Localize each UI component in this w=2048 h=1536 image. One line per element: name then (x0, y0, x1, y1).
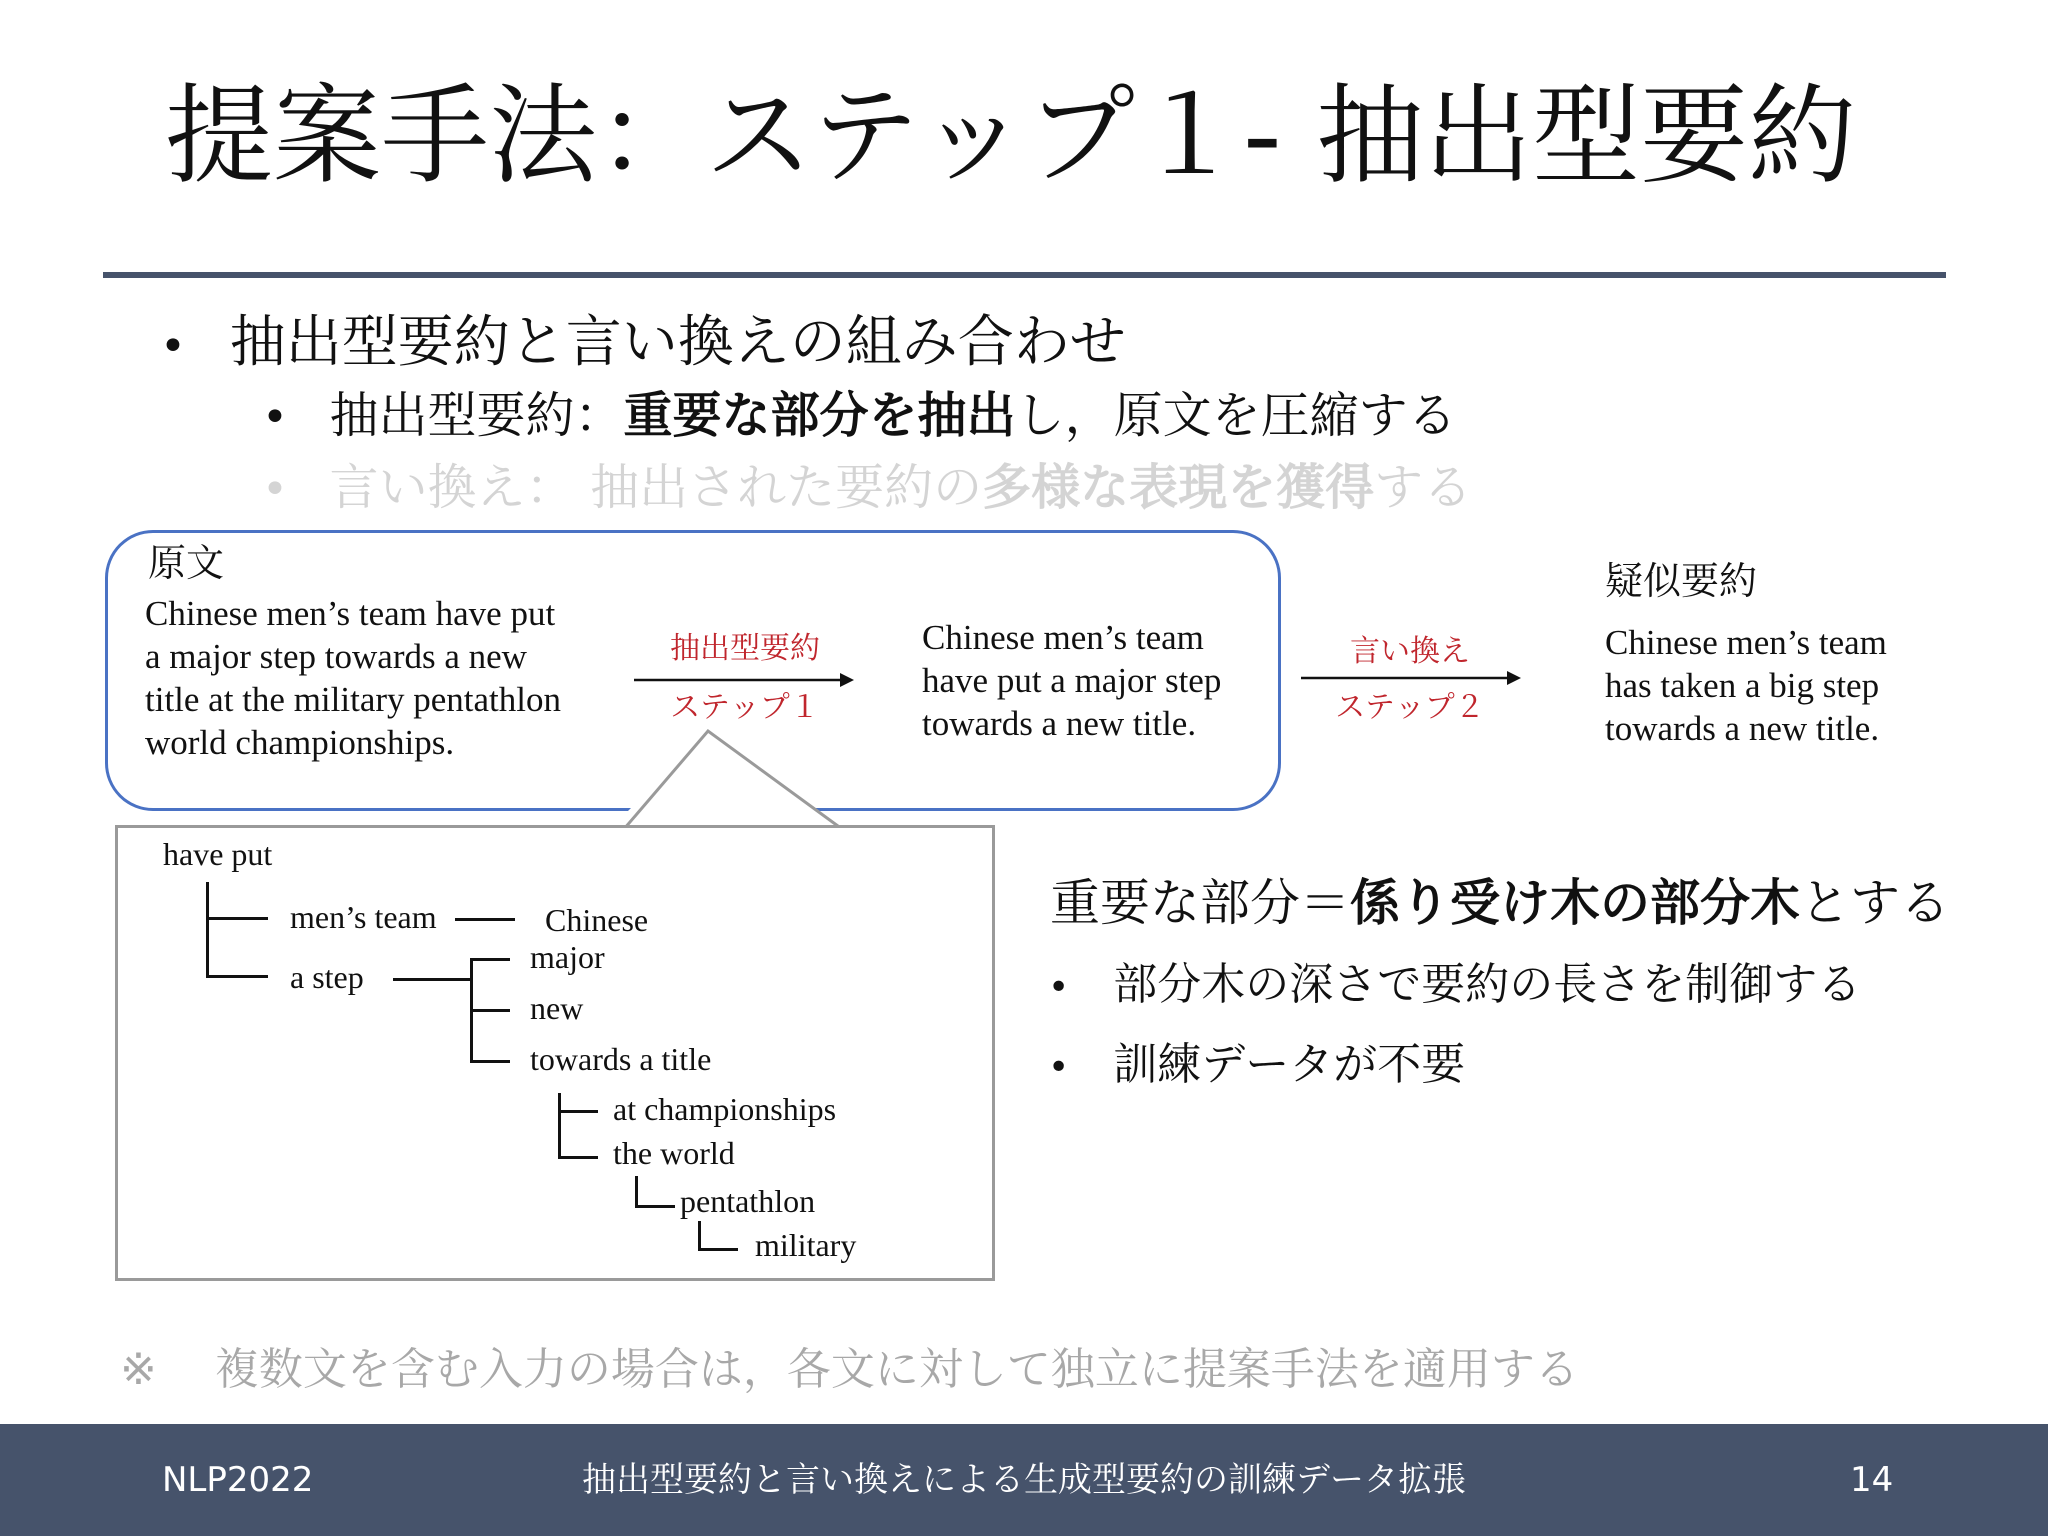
bullet-glyph: • (262, 392, 288, 443)
tree-node-mens-team: men’s team (290, 899, 437, 935)
tree-node-military: military (755, 1227, 857, 1263)
bullet-prefix: 抽出型要約： (329, 387, 624, 444)
subtree-heading (1050, 870, 1950, 936)
note-mark: ※ (120, 1344, 157, 1395)
callout-pointer (610, 725, 870, 833)
pseudo-line: Chinese men’s team (1605, 623, 1887, 662)
footer-title: 抽出型要約と言い換えによる生成型要約の訓練データ拡張 (582, 1460, 1466, 1500)
footer-conference: NLP2022 (162, 1460, 314, 1500)
tree-edge (470, 1060, 510, 1063)
pseudo-label: 疑似要約 (1605, 559, 1758, 603)
tree-node-pentathlon: pentathlon (680, 1183, 816, 1219)
slide-title: 提案手法：ステップ１- 抽出型要約 (165, 74, 1857, 199)
bullet-bold: 多様な表現を獲得 (982, 459, 1375, 516)
tree-edge (393, 978, 473, 981)
tree-node-root: have put (163, 836, 273, 872)
heading-suffix: とする (1800, 874, 1950, 932)
arrow2-bottom-label: ステップ２ (1335, 690, 1485, 725)
tree-node-major: major (530, 939, 605, 975)
tree-node-towards: towards a title (530, 1041, 712, 1077)
title-divider (103, 272, 1946, 278)
source-line: world championships. (145, 723, 455, 762)
source-line: a major step towards a new (145, 637, 527, 676)
bullet-level1 (160, 308, 1126, 382)
bullet-glyph: • (160, 321, 186, 372)
right-bullet-2 (1048, 1035, 1465, 1098)
bullet-glyph: • (1048, 1047, 1070, 1088)
source-text (145, 592, 561, 764)
pseudo-line: has taken a big step (1605, 666, 1880, 705)
tree-edge (455, 918, 515, 921)
tree-node-the-world: the world (613, 1135, 735, 1171)
arrow1-top-label: 抽出型要約 (670, 631, 820, 666)
tree-edge (558, 1156, 598, 1159)
source-label: 原文 (148, 541, 225, 585)
source-line: title at the military pentathlon (145, 680, 562, 719)
note-text: 複数文を含む入力の場合は，各文に対して独立に提案手法を適用する (214, 1344, 1579, 1395)
right-bullet-text: 部分木の深さで要約の長さを制御する (1113, 959, 1862, 1010)
heading-prefix: 重要な部分＝ (1050, 874, 1350, 932)
bullet-suffix: し，原文を圧縮する (1015, 387, 1457, 444)
heading-bold: 係り受け木の部分木 (1350, 874, 1800, 932)
tree-node-a-step: a step (290, 959, 364, 995)
tree-edge (206, 975, 268, 978)
tree-node-chinese: Chinese (545, 902, 649, 938)
tree-edge (470, 958, 510, 961)
tree-edge (635, 1205, 675, 1208)
right-bullet-1 (1048, 955, 1861, 1018)
pseudo-text (1605, 621, 1887, 750)
bullet-level2-extractive (262, 383, 1457, 451)
tree-edge (558, 1110, 598, 1113)
footnote (120, 1340, 1579, 1400)
bullet-suffix: する (1374, 459, 1473, 516)
extracted-line: have put a major step (922, 661, 1222, 700)
bullet-glyph: • (1048, 967, 1070, 1008)
tree-edge (635, 1176, 638, 1207)
pseudo-line: towards a new title. (1605, 709, 1880, 748)
footer-bar (0, 1424, 2048, 1536)
tree-edge (206, 882, 209, 977)
tree-edge (206, 917, 268, 920)
arrow2 (1299, 666, 1524, 690)
bullet-level2-paraphrase (262, 455, 1472, 523)
arrow2-top-label: 言い換え (1350, 634, 1470, 669)
bullet-text: 抽出型要約と言い換えの組み合わせ (229, 310, 1126, 375)
bullet-bold: 重要な部分を抽出 (623, 387, 1016, 444)
footer-page-number: 14 (1850, 1460, 1894, 1500)
source-line: Chinese men’s team have put (145, 594, 556, 633)
dependency-tree (115, 825, 995, 1281)
extracted-text (922, 616, 1221, 745)
arrow1-bottom-label: ステップ１ (670, 690, 820, 725)
bullet-glyph: • (262, 464, 288, 515)
tree-edge (470, 1009, 510, 1012)
right-bullet-text: 訓練データが不要 (1113, 1039, 1466, 1090)
extracted-line: Chinese men’s team (922, 618, 1204, 657)
tree-edge (558, 1093, 561, 1158)
tree-edge (698, 1221, 701, 1250)
extracted-line: towards a new title. (922, 704, 1197, 743)
tree-node-at-championships: at championships (613, 1091, 837, 1127)
tree-edge (698, 1248, 738, 1251)
bullet-prefix: 言い換え： 抽出された要約の (329, 459, 983, 516)
tree-node-new: new (530, 990, 584, 1026)
